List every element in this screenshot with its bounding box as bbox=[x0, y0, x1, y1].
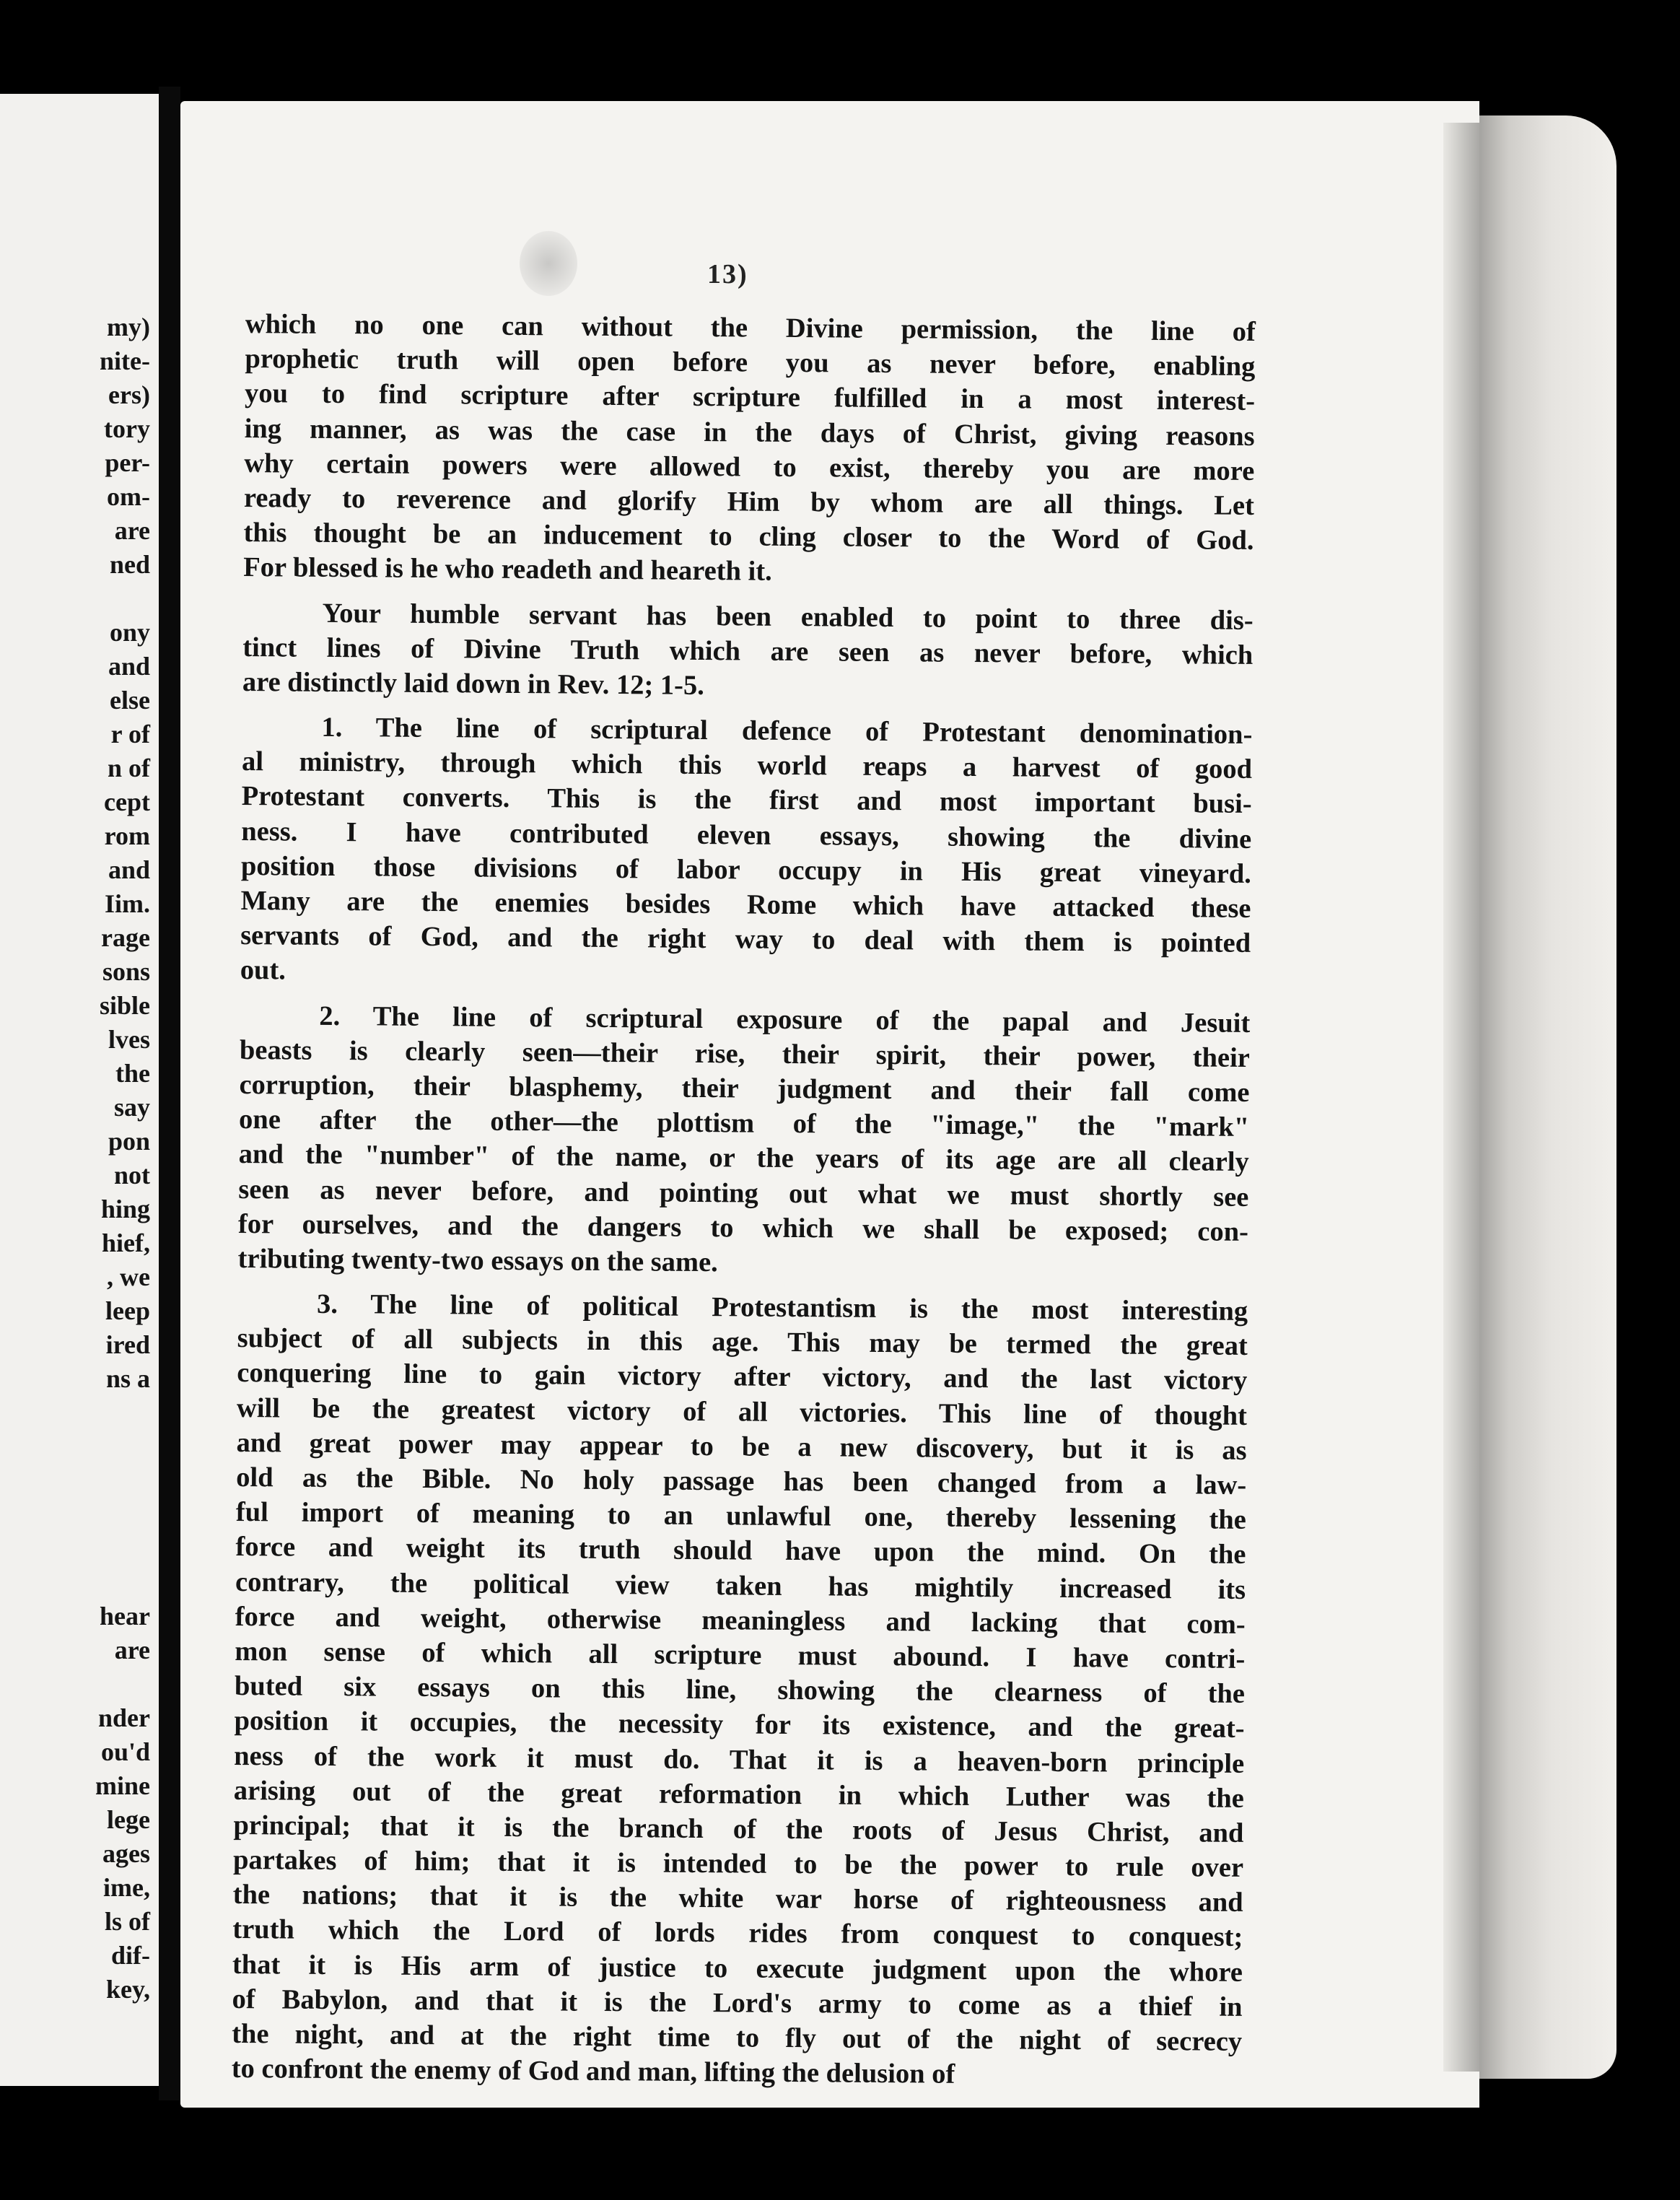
paragraph bbox=[243, 307, 1256, 593]
text-line: 2. The line of scriptural exposure of the papal and Jesuit bbox=[319, 1000, 1251, 1039]
left-page-line: hing bbox=[100, 1195, 150, 1223]
text-line: this thought be an inducement to cling closer to the Word of God. bbox=[243, 518, 1254, 556]
left-page-line: are bbox=[114, 1636, 150, 1664]
text-line: which no one can without the Divine permission, the line of bbox=[245, 308, 1256, 347]
text-line: Your humble servant has been enabled to point to three dis- bbox=[322, 598, 1254, 636]
left-page-line: cept bbox=[104, 787, 150, 816]
page-number: 13) bbox=[707, 259, 748, 289]
text-line: force and weight its truth should have upon the mind. On the bbox=[235, 1532, 1246, 1571]
left-page-line bbox=[95, 1532, 150, 1566]
text-line: prophetic truth will open before you as never before, enabling bbox=[245, 344, 1256, 383]
paragraph bbox=[232, 1286, 1248, 2094]
text-line: servants of God, and the right way to deal with them is pointed bbox=[240, 920, 1251, 959]
text-line: force and weight, otherwise meaningless and lacking that com- bbox=[235, 1601, 1246, 1640]
left-page-line: r of bbox=[110, 720, 150, 748]
text-line: the night, and at the right time to fly out of the night of secrecy bbox=[232, 2018, 1243, 2057]
text-line: old as the Bible. No holy passage has been changed from a law- bbox=[236, 1462, 1247, 1501]
left-facing-page bbox=[0, 94, 159, 2086]
left-page-line: ned bbox=[109, 550, 150, 579]
text-line: and the "number" of the name, or the years of its age are all clearly bbox=[238, 1139, 1249, 1178]
left-page-line: and bbox=[108, 855, 150, 884]
left-page-line: ou'd bbox=[100, 1737, 150, 1766]
text-line: Many are the enemies besides Rome which have attacked these bbox=[240, 885, 1251, 924]
text-line: truth which the Lord of lords rides from conquest to conquest; bbox=[232, 1914, 1243, 1953]
text-line: conquering line to gain victory after victory, and the last victory bbox=[237, 1358, 1248, 1397]
page-curl-shadow bbox=[1443, 123, 1479, 2072]
text-line: al ministry, through which this world reaps a harvest of good bbox=[241, 746, 1253, 785]
left-page-line: key, bbox=[105, 1975, 150, 2004]
left-page-line: not bbox=[113, 1161, 150, 1190]
left-page-line: ers) bbox=[108, 380, 150, 409]
left-page-line: hief, bbox=[102, 1228, 150, 1257]
left-page-line bbox=[95, 1667, 150, 1701]
left-page-line: ns a bbox=[105, 1364, 150, 1393]
left-page-line: lege bbox=[107, 1805, 150, 1834]
left-page-line: ime, bbox=[103, 1873, 150, 1902]
text-line: contrary, the political view taken has mightily increased its bbox=[235, 1566, 1246, 1605]
left-page-line: rom bbox=[104, 821, 150, 850]
text-line: ness. I have contributed eleven essays, showing the divine bbox=[241, 816, 1252, 855]
text-line: subject of all subjects in this age. This may be termed the great bbox=[237, 1323, 1248, 1362]
text-line: beasts is clearly seen—their rise, their spirit, their power, their bbox=[239, 1034, 1251, 1073]
left-page-line bbox=[95, 1396, 150, 1430]
left-page-line bbox=[95, 1430, 150, 1464]
left-page-line: sons bbox=[102, 957, 150, 986]
left-page-line: dif- bbox=[111, 1941, 150, 1970]
left-page-line: nder bbox=[98, 1703, 150, 1732]
text-line: you to find scripture after scripture fulfilled in a most interest- bbox=[244, 378, 1256, 417]
left-page-line: n of bbox=[107, 754, 150, 782]
left-page-line: nite- bbox=[100, 346, 150, 375]
text-line: seen as never before, and pointing out what we must shortly see bbox=[238, 1174, 1249, 1213]
left-page-line bbox=[95, 1498, 150, 1532]
text-line: ready to reverence and glorify Him by whom are all things. Let bbox=[243, 482, 1255, 521]
text-line: 1. The line of scriptural defence of Protestant denomination- bbox=[321, 712, 1253, 751]
left-page-line: say bbox=[113, 1093, 150, 1122]
text-line: ness of the work it must do. That it is a heaven-born principle bbox=[234, 1740, 1245, 1779]
text-line: partakes of him; that it is intended to be the power to rule over bbox=[232, 1844, 1244, 1883]
text-line: corruption, their blasphemy, their judgment and their fall come bbox=[239, 1069, 1250, 1108]
left-page-line: pon bbox=[108, 1127, 150, 1156]
left-page-line: Iim. bbox=[105, 889, 150, 918]
left-page-line: the bbox=[115, 1059, 150, 1088]
left-page-line: , we bbox=[107, 1262, 150, 1291]
text-line: why certain powers were allowed to exist, thereby you are more bbox=[244, 448, 1255, 486]
left-page-line: sible bbox=[99, 991, 150, 1020]
left-page-line: leep bbox=[105, 1296, 150, 1325]
text-line: For blessed is he who readeth and heareth it. bbox=[242, 552, 772, 588]
paragraph bbox=[242, 595, 1254, 707]
paragraph bbox=[240, 710, 1253, 995]
text-line: buted six essays on this line, showing the clearness of the bbox=[234, 1671, 1246, 1710]
left-page-line: ages bbox=[102, 1839, 150, 1868]
text-line: to confront the enemy of God and man, lifting the delusion of bbox=[231, 2053, 955, 2090]
left-page-line: tory bbox=[104, 414, 150, 443]
left-page-line: else bbox=[110, 686, 150, 715]
text-line: ful import of meaning to an unlawful one, thereby lessening the bbox=[235, 1497, 1247, 1536]
text-line: one after the other—the plottism of the "image," the "mark" bbox=[238, 1104, 1250, 1143]
text-line: position those divisions of labor occupy in His great vineyard. bbox=[240, 850, 1252, 889]
page-edges bbox=[1472, 115, 1616, 2079]
text-line: ing manner, as was the case in the days of Christ, giving reasons bbox=[244, 413, 1255, 452]
left-page-line bbox=[95, 582, 150, 616]
left-page-line: om- bbox=[107, 482, 150, 511]
text-line: principal; that it is the branch of the roots of Jesus Christ, and bbox=[233, 1810, 1244, 1848]
text-line: that it is His arm of justice to execute judgment upon the whore bbox=[232, 1949, 1243, 1988]
text-line: will be the greatest victory of all victories. This line of thought bbox=[236, 1392, 1248, 1431]
left-page-line: mine bbox=[95, 1771, 150, 1800]
book-gutter bbox=[159, 87, 180, 2100]
left-page-line bbox=[95, 1464, 150, 1498]
left-page-text-fragment bbox=[95, 310, 150, 2007]
left-page-line: ired bbox=[105, 1330, 150, 1359]
text-line: out. bbox=[240, 955, 286, 986]
left-page-line: my) bbox=[107, 313, 150, 341]
body-text bbox=[232, 307, 1256, 2104]
left-page-line: ls of bbox=[105, 1907, 150, 1936]
text-line: 3. The line of political Protestantism is the most interesting bbox=[316, 1288, 1248, 1327]
text-line: mon sense of which all scripture must abound. I have contri- bbox=[235, 1636, 1246, 1675]
text-line: and great power may appear to be a new discovery, but it is as bbox=[236, 1427, 1247, 1466]
text-line: position it occupies, the necessity for its existence, and the great- bbox=[234, 1706, 1245, 1745]
left-page-line: rage bbox=[101, 923, 150, 952]
text-line: are distinctly laid down in Rev. 12; 1-5. bbox=[242, 666, 704, 701]
text-line: tributing twenty-two essays on the same. bbox=[237, 1243, 718, 1278]
text-line: for ourselves, and the dangers to which we shall be exposed; con- bbox=[237, 1208, 1249, 1247]
left-page-line: hear bbox=[100, 1602, 150, 1631]
left-page-line: ony bbox=[109, 618, 150, 647]
text-line: arising out of the great reformation in which Luther was the bbox=[233, 1775, 1244, 1814]
left-page-line bbox=[95, 1566, 150, 1599]
left-page-line: are bbox=[114, 516, 150, 545]
text-line: the nations; that it is the white war horse of righteousness and bbox=[232, 1880, 1243, 1919]
paper-stain bbox=[520, 231, 577, 296]
text-line: of Babylon, and that it is the Lord's army to come as a thief in bbox=[232, 1983, 1243, 2022]
text-line: tinct lines of Divine Truth which are seen as never before, which bbox=[242, 632, 1254, 671]
text-line: Protestant converts. This is the first and most important busi- bbox=[241, 781, 1252, 820]
left-page-line: per- bbox=[105, 448, 150, 477]
left-page-line: lves bbox=[108, 1025, 150, 1054]
left-page-line: and bbox=[108, 652, 150, 681]
paragraph bbox=[237, 998, 1250, 1284]
